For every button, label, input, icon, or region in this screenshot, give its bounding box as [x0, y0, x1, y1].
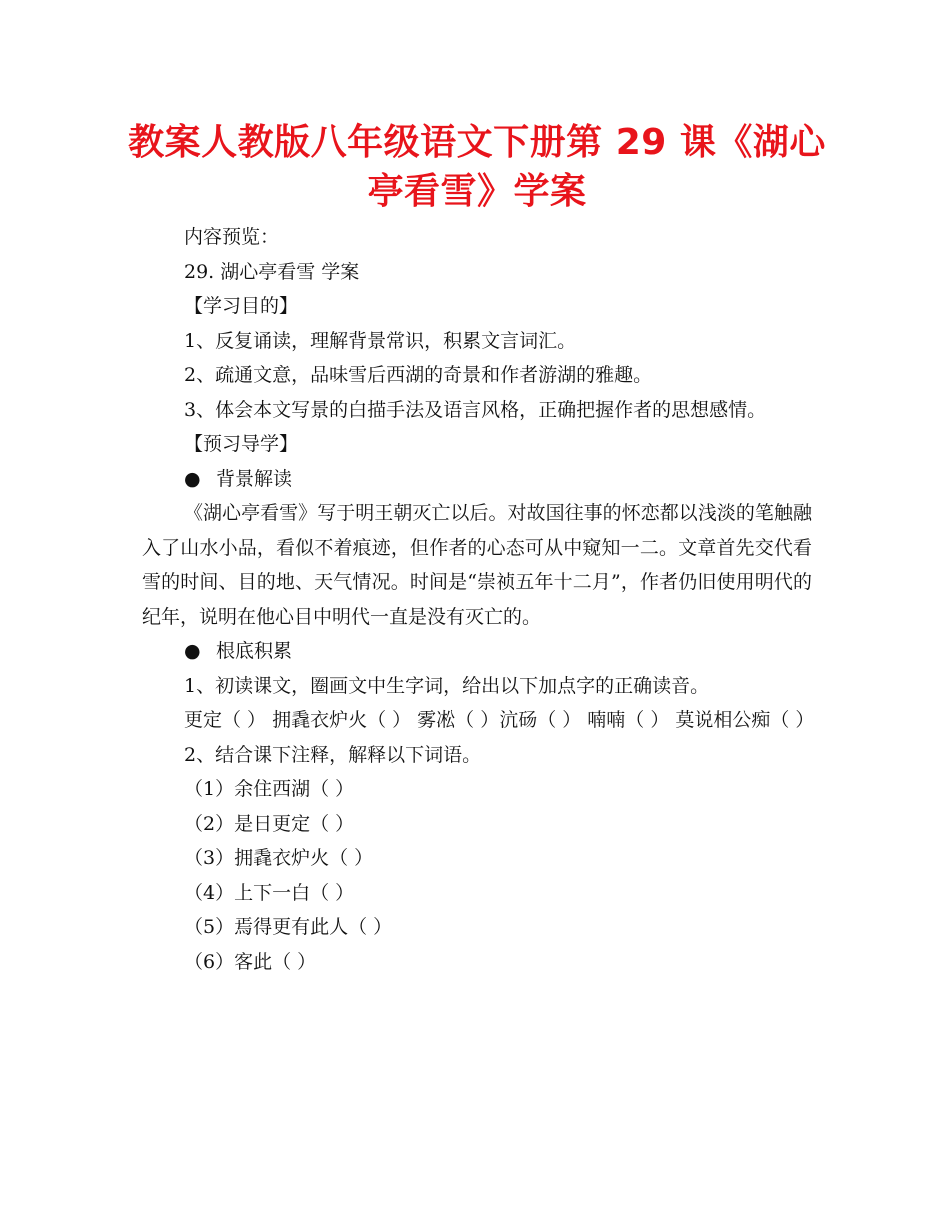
- question-1-words: 更定（ ） 拥毳衣炉火（ ） 雾凇（ ）沆砀（ ） 喃喃（ ） 莫说相公痴（ ）: [184, 709, 815, 731]
- question-2: 2、结合课下注释，解释以下词语。: [184, 743, 482, 766]
- document-page: [128, 118, 826, 979]
- preview-label: 内容预览：: [184, 226, 280, 248]
- vocab-item: （4）上下一白（ ）: [184, 881, 355, 904]
- foundation-heading: 根底积累: [216, 640, 293, 662]
- bullet-icon: ●: [184, 467, 201, 490]
- question-1: 1、初读课文，圈画文中生字词，给出以下加点字的正确读音。: [184, 674, 710, 697]
- preview-study-heading: 【预习导学】: [184, 433, 299, 455]
- bullet-icon: ●: [184, 640, 201, 662]
- vocab-item: （6）客此（ ）: [184, 950, 317, 973]
- vocab-item: （3）拥毳衣炉火（ ）: [184, 847, 374, 869]
- background-heading: 背景解读: [216, 467, 293, 490]
- document-title: 教案人教版八年级语文下册第 29 课《湖心亭看雪》学案: [128, 122, 826, 212]
- vocab-item: （1）余住西湖（ ）: [184, 778, 355, 800]
- lesson-heading: 29. 湖心亭看雪 学案: [184, 260, 360, 283]
- objectives-heading: 【学习目的】: [184, 295, 299, 317]
- objective-item: 2、疏通文意，品味雪后西湖的奇景和作者游湖的雅趣。: [184, 364, 653, 386]
- foundation-heading-line: [142, 634, 812, 669]
- objective-item: 1、反复诵读，理解背景常识，积累文言词汇。: [184, 329, 577, 352]
- vocab-item: （5）焉得更有此人（ ）: [184, 916, 393, 938]
- vocab-item: （2）是日更定（ ）: [184, 812, 355, 835]
- objective-item: 3、体会本文写景的白描手法及语言风格，正确把握作者的思想感情。: [184, 398, 767, 421]
- background-text: 《湖心亭看雪》写于明王朝灭亡以后。对故国往事的怀恋都以浅淡的笔触融入了山水小品，看似不着痕迹，但作者的心态可从中窥知一二。文章首先交代看雪的时间、目的地、天气情况。时间是“崇祯五年十二月”，作者仍旧使用明代的纪年，说明在他心目中明代一直是没有灭亡的。: [142, 502, 812, 628]
- background-heading-line: [142, 462, 812, 497]
